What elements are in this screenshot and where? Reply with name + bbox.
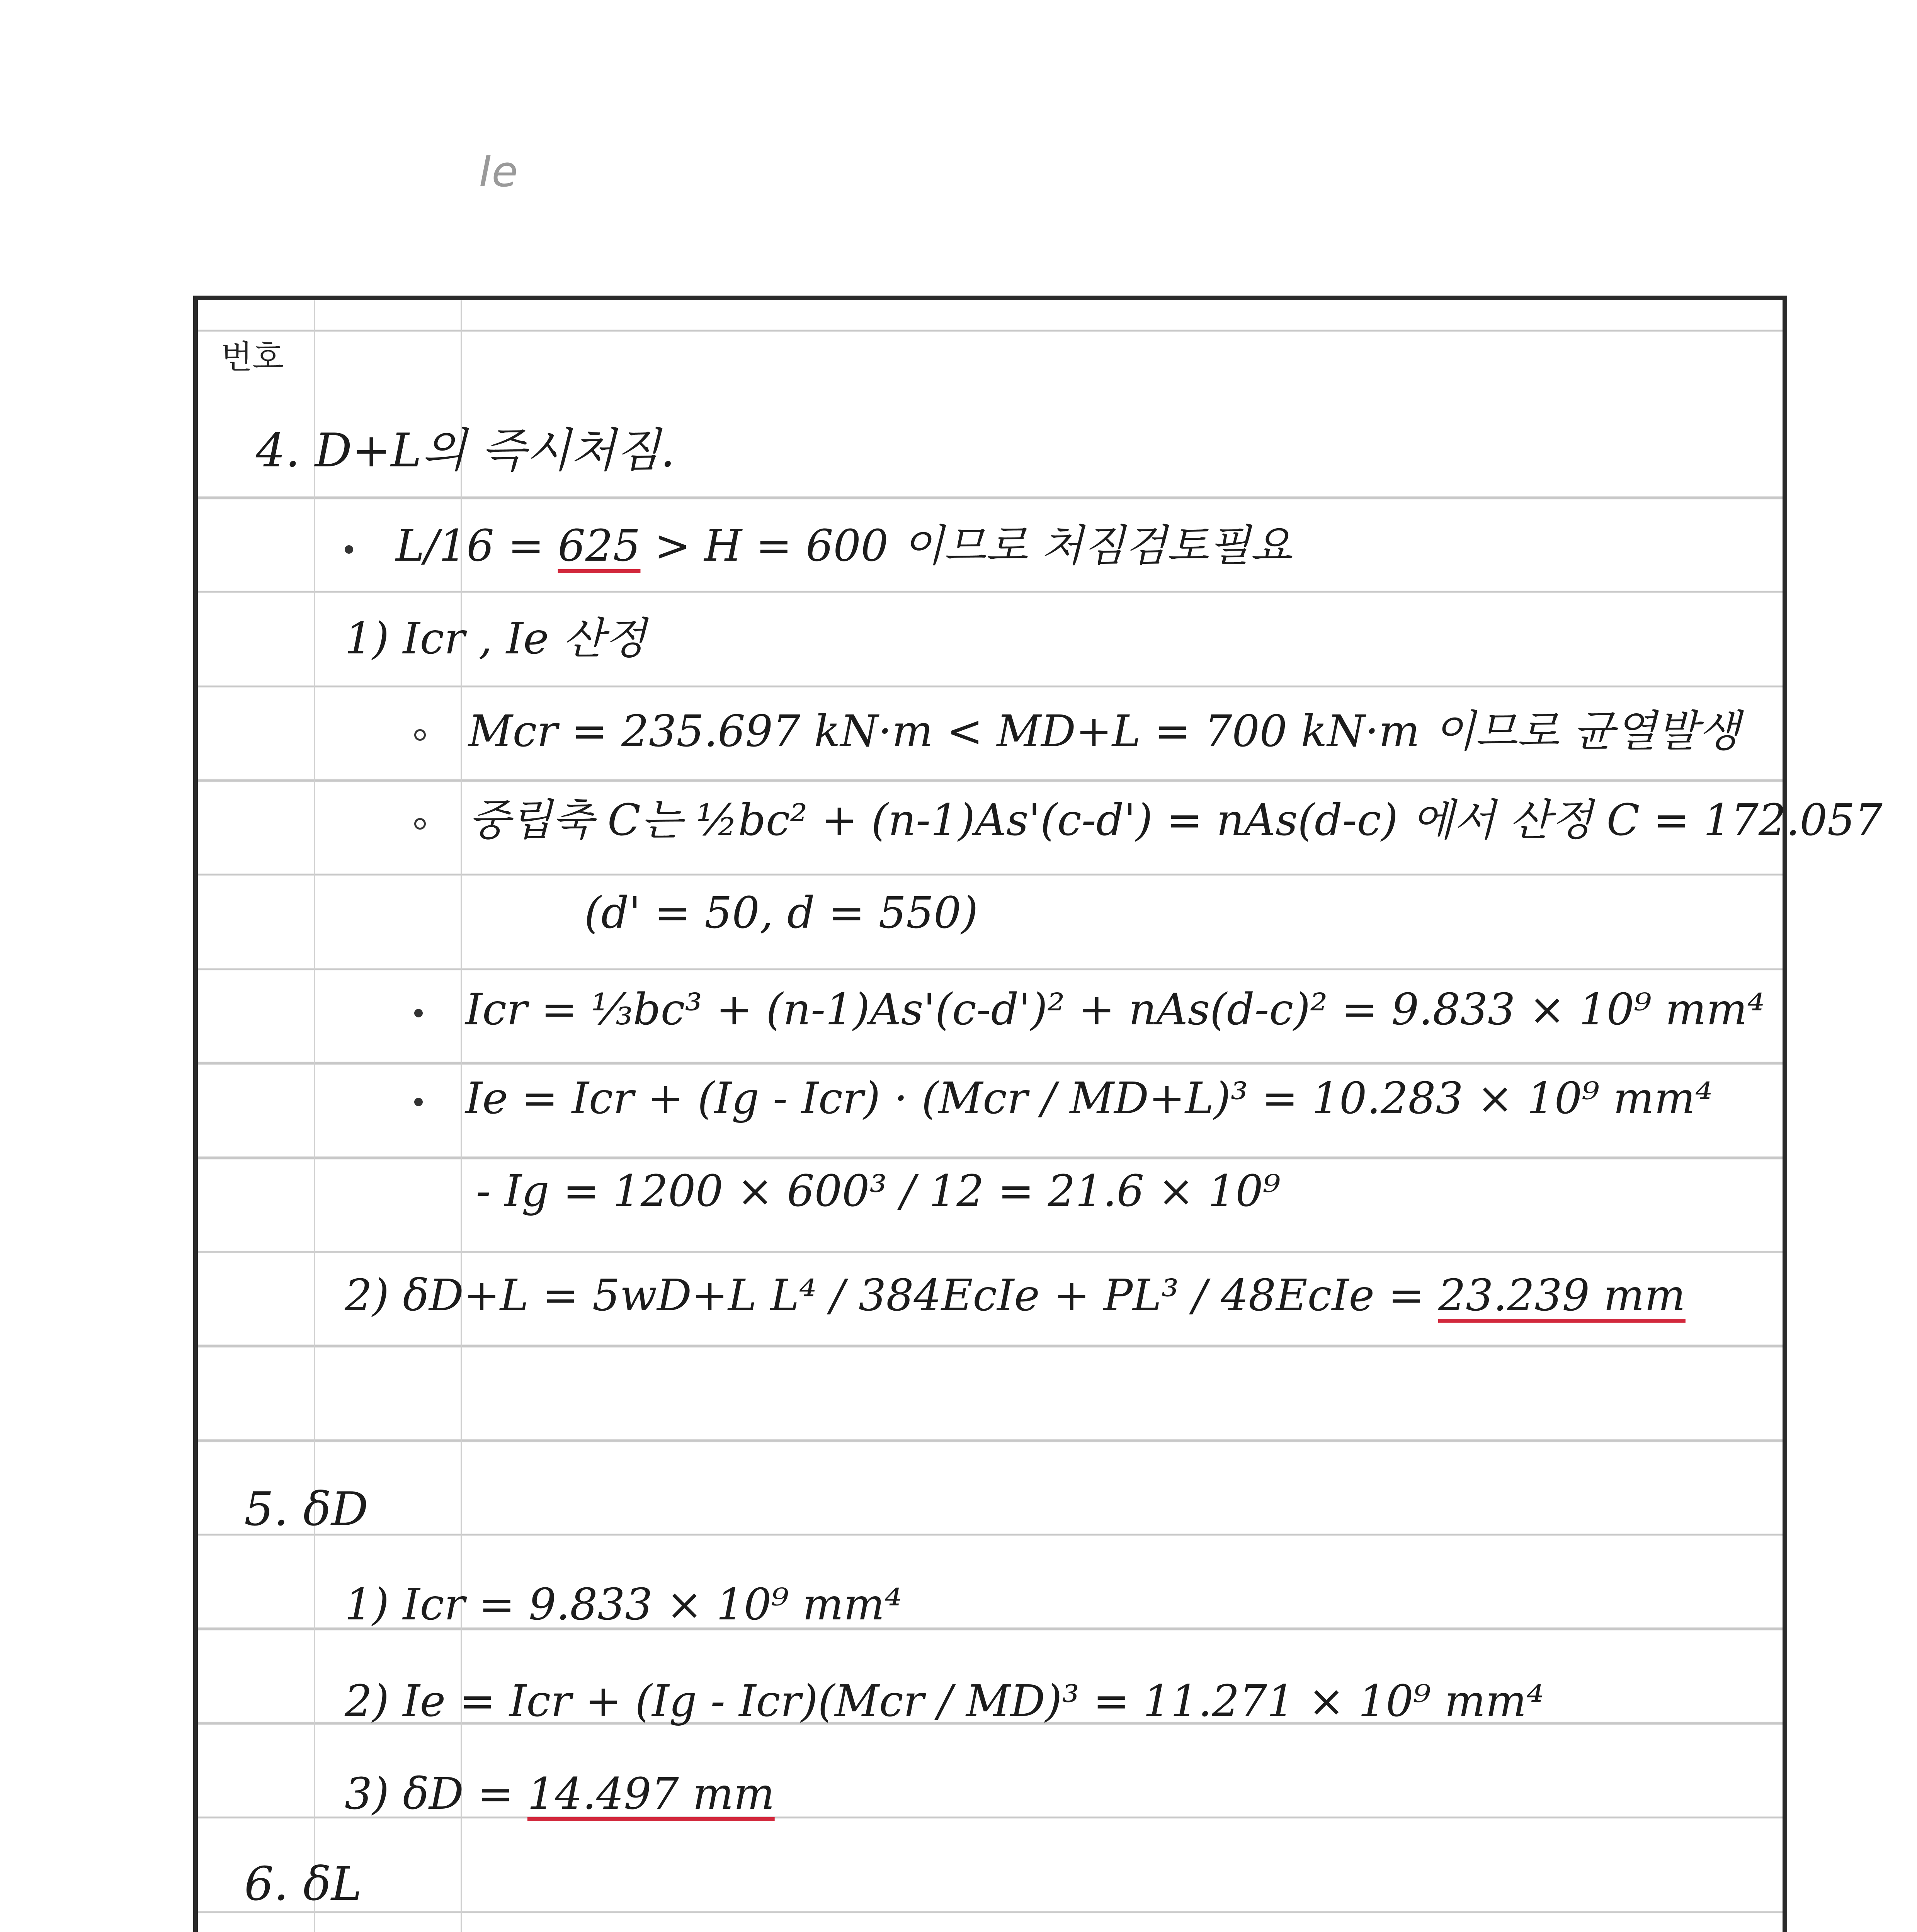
bullet-icon bbox=[414, 1098, 423, 1106]
span-text: 중립축 C는 ½bc² + (n-1)As'(c-d') = nAs(d-c) 에서 산정 C = 172.057 bbox=[468, 795, 1883, 845]
section-4-title: 4. D+L의 즉시처짐. bbox=[256, 424, 675, 478]
section-4-1-bullet-1 bbox=[414, 706, 1740, 757]
span-formula: 3) δD = bbox=[345, 1769, 527, 1819]
bullet-icon bbox=[414, 818, 426, 830]
section-4-1-bullet-5: - Ig = 1200 × 600³ / 12 = 21.6 × 10⁹ bbox=[476, 1166, 1281, 1216]
span-ratio: L/16 = bbox=[396, 521, 558, 571]
span-text: Icr = ⅓bc³ + (n-1)As'(c-d')² + nAs(d-c)² = 9.833 × 10⁹ mm⁴ bbox=[465, 985, 1765, 1035]
section-6-title: 6. δL bbox=[244, 1857, 362, 1911]
span-formula: 2) δD+L = 5wD+L L⁴ / 384EcIe + PL³ / 48EcIe = bbox=[345, 1270, 1438, 1321]
section-4-1-title: 1) Icr , Ie 산정 bbox=[345, 614, 646, 664]
section-4-1-bullet-2-cont: (d' = 50, d = 550) bbox=[584, 888, 978, 938]
section-4-2 bbox=[345, 1270, 1686, 1321]
underlined-value: 14.497 mm bbox=[527, 1769, 775, 1819]
number-label: 번호 bbox=[221, 338, 284, 376]
underlined-value: 625 bbox=[558, 521, 641, 571]
span-text: Mcr = 235.697 kN·m < MD+L = 700 kN·m 이므로 균열발생 bbox=[468, 706, 1740, 757]
bullet-icon bbox=[414, 1009, 423, 1017]
top-mark: Ie bbox=[479, 147, 518, 196]
underlined-value: 23.239 mm bbox=[1438, 1270, 1686, 1321]
section-4-1-bullet-3 bbox=[414, 985, 1765, 1035]
section-5-1: 1) Icr = 9.833 × 10⁹ mm⁴ bbox=[345, 1580, 902, 1630]
span-text: Ie = Icr + (Ig - Icr) · (Mcr / MD+L)³ = 10.283 × 10⁹ mm⁴ bbox=[465, 1073, 1713, 1124]
note-sheet bbox=[193, 296, 1883, 1932]
section-5-2: 2) Ie = Icr + (Ig - Icr)(Mcr / MD)³ = 11.271 × 10⁹ mm⁴ bbox=[345, 1676, 1544, 1726]
section-4-bullet-1 bbox=[345, 521, 1292, 571]
section-5-title: 5. δD bbox=[244, 1483, 369, 1536]
margin-line-left bbox=[314, 300, 315, 1932]
bullet-icon bbox=[414, 729, 426, 741]
bullet-icon bbox=[345, 545, 353, 554]
section-4-1-bullet-2 bbox=[414, 795, 1883, 845]
section-5-3 bbox=[345, 1769, 775, 1819]
span-condition: > H = 600 이므로 처짐검토필요 bbox=[640, 521, 1292, 571]
section-4-1-bullet-4 bbox=[414, 1073, 1713, 1124]
